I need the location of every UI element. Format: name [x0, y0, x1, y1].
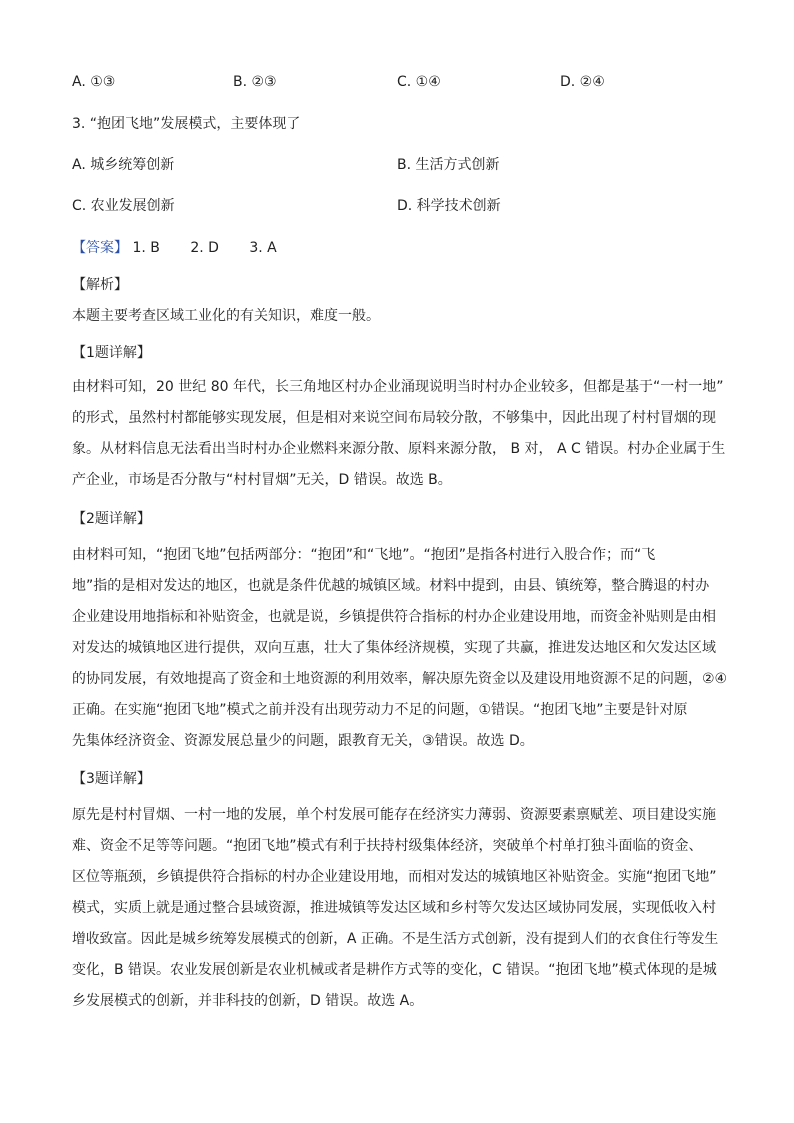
detail2-line: 先集体经济资金、资源发展总量少的问题，跟教育无关，③错误。故选 D。: [72, 733, 534, 749]
q2-option-c: C. ①④: [397, 74, 441, 90]
detail3-line: 增收致富。因此是城乡统筹发展模式的创新，A 正确。不是生活方式创新，没有提到人们的衣食住行等发生: [72, 931, 719, 947]
answer-line: [72, 237, 303, 259]
detail2-line: 企业建设用地指标和补贴资金，也就是说，乡镇提供符合指标的村办企业建设用地，而资金补贴则是由相: [72, 609, 716, 625]
q3-option-c: C. 农业发展创新: [72, 198, 175, 214]
detail2-line: 地”指的是相对发达的地区，也就是条件优越的城镇区域。材料中提到，由县、镇统筹，整合腾退的村办: [72, 578, 710, 594]
analysis-intro: 本题主要考查区域工业化的有关知识，难度一般。: [72, 308, 380, 324]
detail3-line: 变化，B 错误。农业发展创新是农业机械或者是耕作方式等的变化，C 错误。“抱团飞地”模式体现的是城: [72, 962, 717, 978]
detail3-line: 乡发展模式的创新，并非科技的创新，D 错误。故选 A。: [72, 993, 424, 1009]
detail2-line: 正确。在实施“抱团飞地”模式之前并没有出现劳动力不足的问题，①错误。“抱团飞地”主要是针对原: [72, 702, 688, 718]
answer-item-2: 2. D: [190, 240, 219, 256]
detail2-line: 对发达的城镇地区进行提供，双向互惠，壮大了集体经济规模，实现了共赢，推进发达地区和欠发达区域: [72, 640, 716, 656]
detail2-line: 由材料可知，“抱团飞地”包括两部分：“抱团”和“飞地”。“抱团”是指各村进行入股合作；而“飞: [72, 547, 656, 563]
q2-option-a: A. ①③: [72, 74, 116, 90]
answer-item-1: 1. B: [132, 240, 160, 256]
answer-item-3: 3. A: [249, 240, 277, 256]
q2-options: [72, 71, 732, 93]
detail2-paragraph: [72, 540, 728, 757]
detail1-line: 象。从材料信息无法看出当时村办企业燃料来源分散、原料来源分散， B 对， A C 错误。村办企业属于生: [72, 441, 726, 457]
q2-option-d: D. ②④: [560, 74, 605, 90]
q3-stem: 3. “抱团飞地”发展模式，主要体现了: [72, 116, 301, 132]
analysis-label: 【解析】: [72, 277, 128, 293]
detail2-line: 的协同发展，有效地提高了资金和土地资源的利用效率，解决原先资金以及建设用地资源不足的问题，②④: [72, 671, 728, 687]
detail1-line: 的形式，虽然村村都能够实现发展，但是相对来说空间布局较分散，不够集中，因此出现了村村冒烟的现: [72, 410, 716, 426]
detail3-label: 【3题详解】: [72, 771, 151, 787]
detail3-paragraph: [72, 800, 728, 1017]
q3-options-row1: [72, 154, 732, 176]
q3-option-a: A. 城乡统筹创新: [72, 157, 175, 173]
detail2-label: 【2题详解】: [72, 511, 151, 527]
q3-options-row2: [72, 195, 732, 217]
detail1-line: 产企业，市场是否分散与“村村冒烟”无关，D 错误。故选 B。: [72, 472, 452, 488]
q3-option-b: B. 生活方式创新: [397, 157, 500, 173]
q3-option-d: D. 科学技术创新: [397, 198, 501, 214]
detail3-line: 难、资金不足等等问题。“抱团飞地”模式有利于扶持村级集体经济，突破单个村单打独斗面临的资金、: [72, 838, 703, 854]
q2-option-b: B. ②③: [233, 74, 277, 90]
detail3-line: 区位等瓶颈，乡镇提供符合指标的村办企业建设用地，而相对发达的城镇地区补贴资金。实施“抱团飞地”: [72, 869, 717, 885]
detail1-label: 【1题详解】: [72, 345, 151, 361]
detail1-paragraph: [72, 372, 728, 496]
answer-label: 【答案】: [72, 240, 128, 256]
detail3-line: 模式，实质上就是通过整合县域资源，推进城镇等发达区域和乡村等欠发达区域协同发展，实现低收入村: [72, 900, 716, 916]
detail3-line: 原先是村村冒烟、一村一地的发展，单个村发展可能存在经济实力薄弱、资源要素禀赋差、项目建设实施: [72, 807, 716, 823]
detail1-line: 由材料可知，20 世纪 80 年代，长三角地区村办企业涌现说明当时村办企业较多，但都是基于“一村一地”: [72, 379, 724, 395]
